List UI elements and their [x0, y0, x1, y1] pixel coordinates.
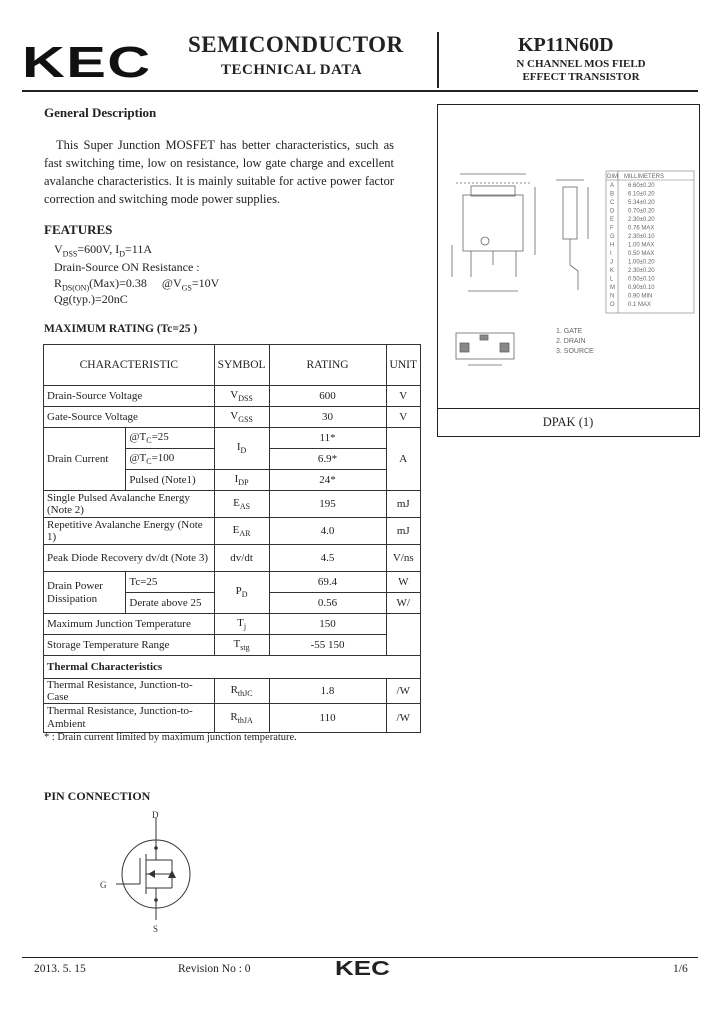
row-dvdt-rating: 4.5 — [269, 545, 386, 572]
table-header-row — [44, 345, 421, 386]
row-pd-name: Drain Power Dissipation — [44, 572, 126, 614]
feature-qg: Qg(typ.)=20nC — [54, 292, 128, 306]
row-rthja-unit: /W — [386, 704, 420, 733]
dim-letter: I — [610, 251, 612, 257]
company-subtitle: TECHNICAL DATA — [221, 62, 363, 78]
row-pd1-unit: W — [386, 572, 420, 593]
kec-logo: KEC — [22, 38, 152, 87]
row-tstg-rating: -55 150 — [269, 635, 386, 656]
row-dvdt-unit: V/ns — [386, 545, 420, 572]
max-rating-table — [43, 344, 421, 733]
row-eas-name: Single Pulsed Avalanche Energy (Note 2) — [44, 491, 215, 518]
general-description-heading: General Description — [44, 105, 157, 120]
pin-g-label: G — [100, 880, 107, 890]
row-pd2-rating: 0.56 — [269, 593, 386, 614]
col-rating: RATING — [269, 345, 386, 386]
table-row — [44, 704, 421, 733]
dim-value: 0.76 MAX — [628, 225, 655, 232]
row-tj-symbol: $T_j$ — [214, 614, 269, 635]
feature-id-text: =11A — [125, 242, 153, 256]
row-tj-name: Maximum Junction Temperature — [44, 614, 215, 635]
dim-value: 2.30±0.20 — [628, 268, 655, 274]
dim-table-text — [607, 174, 664, 308]
dim-value: 0.90 MIN — [628, 293, 653, 300]
dim-letter: A — [610, 183, 615, 189]
row-id100-cond-text: =100 — [151, 451, 175, 464]
row-id-name: Drain Current — [44, 428, 126, 491]
row-ear-rating: 4.0 — [269, 518, 386, 545]
row-ear-name: Repetitive Avalanche Energy (Note 1) — [44, 518, 215, 545]
package-side-view — [556, 180, 588, 290]
row-dvdt-symbol: dv/dt — [214, 545, 269, 572]
pin-legend — [556, 328, 594, 355]
dim-value: 0.50 MAX — [628, 251, 655, 257]
dim-letter: L — [610, 276, 614, 283]
row-rthjc-name: Thermal Resistance, Junction-to-Case — [44, 679, 215, 704]
feature-vdss-text: =600V, I — [77, 242, 120, 256]
package-box — [437, 104, 700, 437]
dim-letter: G — [610, 234, 615, 240]
row-pd2-unit: W/ — [386, 593, 420, 614]
dim-value: 0.1 MAX — [628, 302, 652, 308]
table-note: * : Drain current limited by maximum junction temperature. — [44, 732, 297, 743]
table-row — [44, 679, 421, 704]
table-row — [44, 545, 421, 572]
row-rthjc-rating: 1.8 — [269, 679, 386, 704]
package-separator — [437, 408, 699, 409]
dim-letter: N — [610, 293, 615, 300]
part-description — [445, 58, 717, 84]
pin-connection-heading: PIN CONNECTION — [44, 789, 151, 803]
dim-value: 2.30±0.20 — [628, 217, 655, 223]
dim-header-mm: MILLIMETERS — [624, 174, 665, 180]
part-desc-line2: EFFECT TRANSISTOR — [522, 71, 640, 83]
row-vgss-symbol: $V_{GSS}$ — [214, 407, 269, 428]
dim-value: 6.60±0.20 — [628, 183, 655, 189]
dim-letter: K — [610, 268, 615, 274]
package-front-view — [452, 174, 535, 291]
table-row — [44, 635, 421, 656]
pin-legend-3: 3. SOURCE — [556, 348, 594, 355]
row-dvdt-name: Peak Diode Recovery dv/dt (Note 3) — [44, 545, 215, 572]
thermal-heading: Thermal Characteristics — [44, 656, 421, 679]
row-vdss-name: Drain-Source Voltage — [44, 386, 215, 407]
dim-letter: B — [610, 191, 615, 198]
row-vdss-rating: 600 — [269, 386, 386, 407]
footer-date: 2013. 5. 15 — [34, 963, 86, 975]
pin-s-label: S — [153, 924, 159, 934]
row-idp-rating: 24* — [269, 470, 386, 491]
footprint-drawing — [456, 333, 514, 365]
table-row — [44, 386, 421, 407]
pin-legend-1: 1. GATE — [556, 328, 583, 335]
dim-value: 6.10±0.20 — [628, 191, 655, 198]
dim-letter: C — [610, 200, 615, 206]
row-rthja-symbol: $R_{thJA}$ — [214, 704, 269, 733]
pin-legend-2: 2. DRAIN — [556, 338, 586, 345]
row-vgss-unit: V — [386, 407, 420, 428]
col-unit: UNIT — [386, 345, 420, 386]
row-tstg-name: Storage Temperature Range — [44, 635, 215, 656]
row-pd2-cond: Derate above 25 — [126, 593, 214, 614]
row-temp-unit — [386, 614, 420, 656]
feature-ron: $R_{DS(ON)}(Max)=0.38$ $@V_{GS}=10V$ — [54, 276, 220, 293]
row-rthjc-unit: /W — [386, 679, 420, 704]
row-ear-symbol: $E_{AR}$ — [214, 518, 269, 545]
footer-revision: Revision No : 0 — [178, 963, 251, 975]
table-row — [44, 518, 421, 545]
general-description-text: This Super Junction MOSFET has better characteristics, such as fast switching time, low on resistance, low gate charge and excellent avalanche characteristics. It is mainly suitable for active power factor correction and switching mode power supplies. — [44, 138, 394, 206]
dim-letter: D — [610, 208, 615, 215]
row-eas-symbol: $E_{AS}$ — [214, 491, 269, 518]
row-pd-symbol: $P_D$ — [214, 572, 269, 614]
part-number: KP11N60D — [518, 34, 614, 56]
row-tstg-symbol: $T_{stg}$ — [214, 635, 269, 656]
feature-ron-cond-post: =10V — [191, 276, 220, 290]
dim-value: 5.34±0.20 — [628, 200, 655, 206]
row-vgss-rating: 30 — [269, 407, 386, 428]
table-row — [44, 491, 421, 518]
dim-letter: M — [610, 285, 615, 291]
pin-d-label: D — [152, 810, 159, 820]
row-id-unit: A — [386, 428, 420, 491]
row-id100-rating: 6.9* — [269, 449, 386, 470]
feature-vdss: $V_{DSS}=600V$, $I_D=11A$ — [54, 242, 153, 259]
table-row — [44, 407, 421, 428]
dim-value: 1.00±0.20 — [628, 259, 655, 266]
row-eas-rating: 195 — [269, 491, 386, 518]
row-id25-cond-text: =25 — [151, 430, 169, 443]
row-rthjc-symbol: $R_{thJC}$ — [214, 679, 269, 704]
row-id100-cond: $@T_C=100$ — [126, 449, 214, 470]
row-idp-cond: Pulsed (Note1) — [126, 470, 214, 491]
dim-value: 0.70±0.20 — [628, 208, 655, 215]
features-heading: FEATURES — [44, 222, 113, 237]
dim-value: 0.90±0.10 — [628, 285, 655, 291]
mosfet-arrow — [148, 870, 155, 878]
dim-letter: H — [610, 242, 615, 249]
row-vdss-symbol: $V_{DSS}$ — [214, 386, 269, 407]
row-vgss-name: Gate-Source Voltage — [44, 407, 215, 428]
dim-value: 1.00 MAX — [628, 242, 655, 249]
footer-logo: KEC — [335, 958, 390, 980]
dim-header-dim: DIM — [607, 174, 618, 180]
feature-ron-value: (Max)=0.38 — [89, 276, 147, 290]
row-id25-cond: $@T_C=25$ — [126, 428, 214, 449]
row-vdss-unit: V — [386, 386, 420, 407]
package-label: DPAK (1) — [542, 415, 594, 429]
header-divider — [437, 32, 439, 88]
row-pd1-cond: Tc=25 — [126, 572, 214, 593]
dim-letter: O — [610, 302, 615, 308]
col-symbol: SYMBOL — [214, 345, 269, 386]
dim-value: 2.30±0.10 — [628, 234, 655, 240]
row-eas-unit: mJ — [386, 491, 420, 518]
feature-ron-cond-pre: @V — [161, 276, 182, 290]
col-characteristic: CHARACTERISTIC — [44, 345, 215, 386]
table-row — [44, 428, 421, 449]
row-ear-unit: mJ — [386, 518, 420, 545]
dim-letter: F — [610, 225, 614, 232]
footer-page: 1/6 — [673, 963, 688, 975]
max-rating-heading: MAXIMUM RATING (Tc=25 ) — [44, 323, 198, 335]
feature-ron-label: Drain-Source ON Resistance : — [54, 260, 200, 274]
row-idp-symbol: $I_{DP}$ — [214, 470, 269, 491]
company-title: SEMICONDUCTOR — [188, 32, 404, 57]
row-rthja-rating: 110 — [269, 704, 386, 733]
part-desc-line1: N CHANNEL MOS FIELD — [516, 58, 646, 70]
dim-value: 0.50±0.10 — [628, 276, 655, 283]
dim-letter: J — [610, 259, 613, 266]
table-row — [44, 572, 421, 593]
mosfet-symbol-icon — [96, 808, 206, 936]
row-pd1-rating: 69.4 — [269, 572, 386, 593]
package-drawing — [438, 105, 699, 409]
table-row — [44, 656, 421, 679]
header-rule — [22, 90, 698, 92]
row-id25-rating: 11* — [269, 428, 386, 449]
dim-letter: E — [610, 217, 615, 223]
table-row — [44, 614, 421, 635]
row-rthja-name: Thermal Resistance, Junction-to-Ambient — [44, 704, 215, 733]
row-tj-rating: 150 — [269, 614, 386, 635]
row-id-symbol: $I_D$ — [214, 428, 269, 470]
